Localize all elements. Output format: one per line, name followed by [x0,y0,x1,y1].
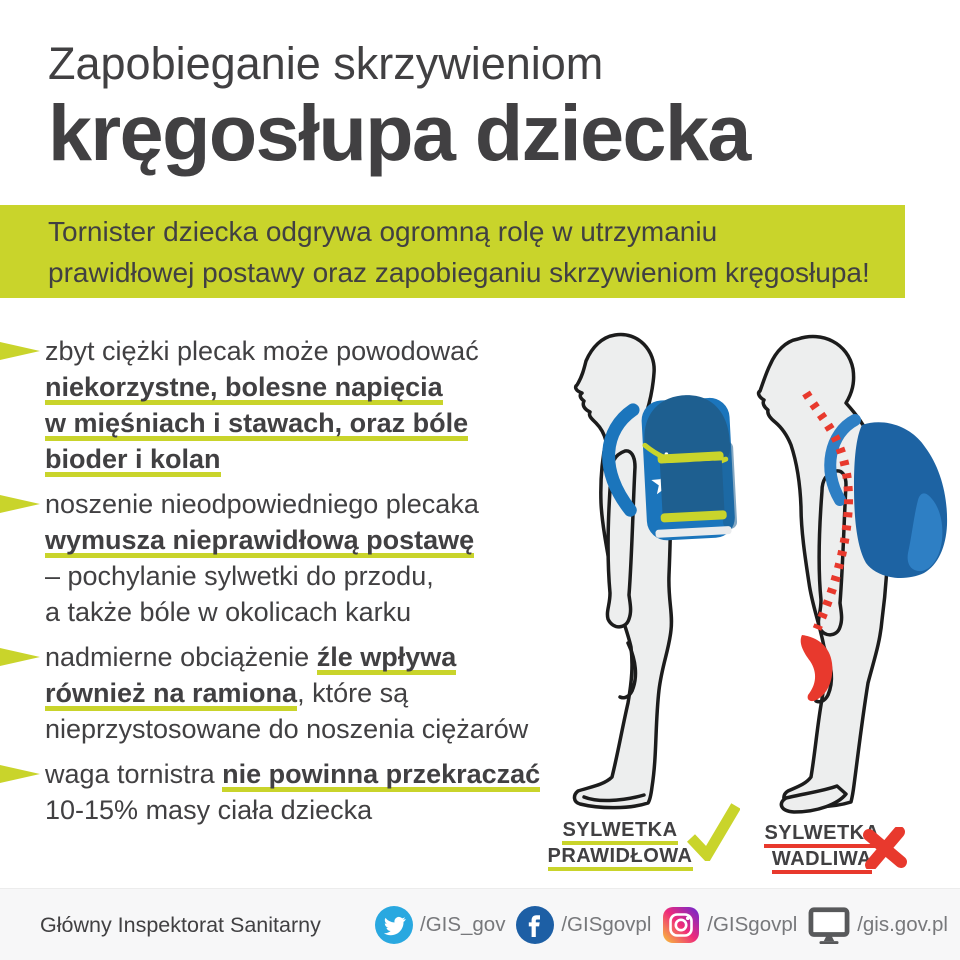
banner-text-line1: Tornister dziecka odgrywa ogromną rolę w utrzymaniu [48,215,718,247]
faulty-posture-figure [759,337,888,812]
bullet-text: noszenie nieodpowiedniego plecaka wymusza nieprawidłową postawę – pochylanie sylwetki do przodu, a także bóle w okolicach karku [45,489,479,627]
instagram-icon [662,906,700,944]
footer [0,888,960,960]
bullet-list [0,333,565,837]
cross-icon [862,827,908,869]
arrow-bullet-icon [0,765,40,783]
twitter-link[interactable] [375,906,505,944]
twitter-handle: /GIS_gov [420,913,506,936]
facebook-handle: /GISgovpl [561,913,652,936]
intro-banner [0,205,905,298]
twitter-icon [375,906,413,944]
instagram-handle: /GISgovpl [707,913,798,936]
facebook-link[interactable] [516,906,651,944]
instagram-link[interactable] [662,906,797,944]
label-correct-line1: SYLWETKA [562,819,677,845]
page-title-line2: kręgosłupa dziecka [48,87,750,177]
monitor-icon [808,906,850,944]
bullet-item [0,333,565,477]
arrow-bullet-icon [0,648,40,666]
website-link[interactable] [808,906,948,944]
website-handle: /gis.gov.pl [857,913,948,936]
facebook-icon [516,906,554,944]
banner-text-line2: prawidłowej postawy oraz zapobieganiu skrzywieniom kręgosłupa! [48,256,870,288]
social-links [375,889,948,960]
posture-illustration [540,325,960,865]
label-faulty-line1: SYLWETKA [764,822,879,848]
bullet-item [0,639,565,747]
arrow-bullet-icon [0,342,40,360]
label-correct-posture [540,819,700,871]
label-correct-line2: PRAWIDŁOWA [548,845,693,871]
bullet-text: zbyt ciężki plecak może powodować niekorzystne, bolesne napięcia w mięśniach i stawach, oraz bóle bioder i kolan [45,333,479,477]
header [48,38,750,177]
bullet-text: nadmierne obciążenie źle wpływa również na ramiona, które są nieprzystosowane do noszenia ciężarów [45,642,529,744]
label-faulty-line2: WADLIWA [772,848,872,874]
page-title-line1: Zapobieganie skrzywieniom [48,38,604,89]
bullet-item [0,486,565,630]
check-icon [686,801,740,861]
organization-name: Główny Inspektorat Sanitarny [40,912,321,937]
bullet-item [0,756,565,828]
bullet-text: waga tornistra nie powinna przekraczać 10-15% masy ciała dziecka [45,759,541,825]
arrow-bullet-icon [0,495,40,513]
